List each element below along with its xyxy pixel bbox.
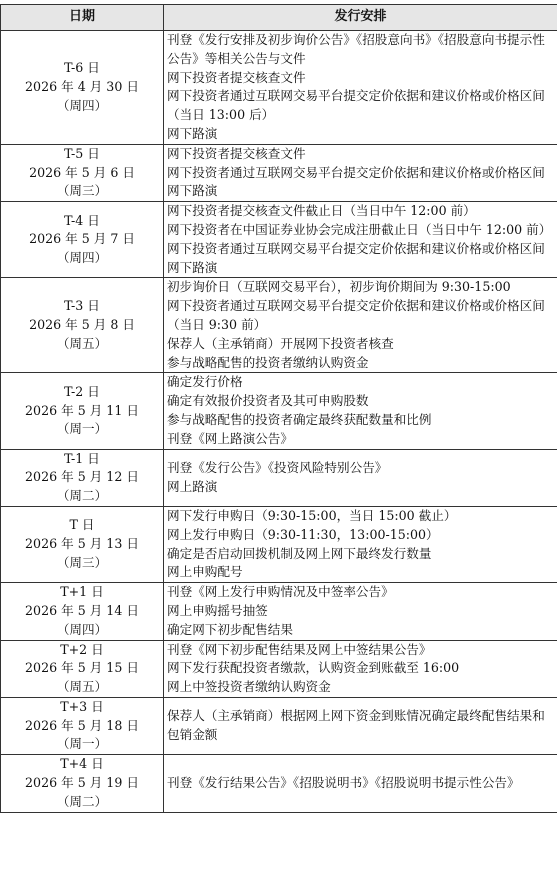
- schedule-task: 确定有效报价投资者及其可申购股数: [167, 393, 369, 409]
- schedule-task: 网上申购摇号抽签: [167, 602, 268, 618]
- weekday-label: （周一）: [56, 736, 108, 752]
- header-date: 日期: [1, 5, 164, 31]
- weekday-label: （周四）: [56, 97, 108, 113]
- schedule-task: 刊登《网上路演公告》: [167, 430, 293, 446]
- schedule-cell: [164, 31, 557, 145]
- table-row: [1, 449, 557, 506]
- schedule-cell: [164, 373, 557, 449]
- calendar-date: 2026 年 5 月 14 日: [25, 602, 139, 618]
- schedule-task: 网下投资者提交核查文件: [167, 69, 306, 85]
- trading-day-label: T-6 日: [64, 60, 100, 76]
- schedule-task: 刊登《发行公告》《投资风险特别公告》: [167, 459, 388, 475]
- schedule-task: 网上发行申购日（9:30-11:30，13:00-15:00）: [167, 526, 439, 542]
- schedule-task: 网下投资者提交核查文件截止日（当日中午 12:00 前）: [167, 203, 476, 219]
- schedule-task: 确定是否启动回拨机制及网上网下最终发行数量: [167, 545, 432, 561]
- table-row: [1, 697, 557, 754]
- schedule-task: 网下发行申购日（9:30-15:00，当日 15:00 截止）: [167, 507, 457, 523]
- schedule-task: 网下投资者通过互联网交易平台提交定价依据和建议价格或价格区间（当日 13:00 后）: [167, 88, 545, 123]
- trading-day-label: T+1 日: [60, 584, 104, 600]
- schedule-task: 网上路演: [167, 478, 218, 494]
- date-cell: [1, 506, 164, 582]
- calendar-date: 2026 年 5 月 19 日: [25, 775, 139, 791]
- schedule-task: 参与战略配售的投资者缴纳认购资金: [167, 354, 369, 370]
- issuance-schedule-table: [0, 4, 557, 813]
- schedule-task: 网下发行获配投资者缴款，认购资金到账截至 16:00: [167, 660, 460, 676]
- calendar-date: 2026 年 5 月 18 日: [25, 717, 139, 733]
- table-header-row: [1, 5, 557, 31]
- schedule-cell: [164, 583, 557, 640]
- date-cell: [1, 755, 164, 812]
- schedule-task: 网下投资者通过互联网交易平台提交定价依据和建议价格或价格区间: [167, 240, 545, 256]
- schedule-task: 保荐人（主承销商）开展网下投资者核查: [167, 335, 394, 351]
- date-cell: [1, 583, 164, 640]
- date-cell: [1, 449, 164, 506]
- table-row: [1, 31, 557, 145]
- schedule-task: 刊登《网上发行申购情况及中签率公告》: [167, 584, 394, 600]
- schedule-task: 刊登《网下初步配售结果及网上中签结果公告》: [167, 641, 432, 657]
- date-cell: [1, 278, 164, 373]
- table-row: [1, 373, 557, 449]
- schedule-task: 参与战略配售的投资者确定最终获配数量和比例: [167, 411, 432, 427]
- trading-day-label: T+3 日: [60, 698, 104, 714]
- trading-day-label: T-2 日: [64, 383, 100, 399]
- calendar-date: 2026 年 5 月 7 日: [29, 231, 135, 247]
- calendar-date: 2026 年 5 月 6 日: [29, 164, 135, 180]
- calendar-date: 2026 年 5 月 13 日: [25, 536, 139, 552]
- date-cell: [1, 144, 164, 201]
- date-cell: [1, 640, 164, 697]
- calendar-date: 2026 年 5 月 12 日: [25, 469, 139, 485]
- date-cell: [1, 202, 164, 278]
- schedule-cell: [164, 755, 557, 812]
- schedule-cell: [164, 202, 557, 278]
- calendar-date: 2026 年 5 月 8 日: [29, 316, 135, 332]
- weekday-label: （周四）: [56, 621, 108, 637]
- table-row: [1, 506, 557, 582]
- trading-day-label: T-3 日: [64, 298, 100, 314]
- schedule-task: 网下路演: [167, 125, 218, 141]
- date-cell: [1, 31, 164, 145]
- schedule-task: 网上申购配号: [167, 564, 243, 580]
- calendar-date: 2026 年 5 月 11 日: [25, 402, 139, 418]
- table-body: [1, 31, 557, 813]
- schedule-cell: [164, 278, 557, 373]
- trading-day-label: T-4 日: [64, 212, 100, 228]
- table-row: [1, 278, 557, 373]
- schedule-cell: [164, 144, 557, 201]
- weekday-label: （周四）: [56, 250, 108, 266]
- trading-day-label: T-5 日: [64, 145, 100, 161]
- schedule-cell: [164, 697, 557, 754]
- weekday-label: （周二）: [56, 488, 108, 504]
- schedule-task: 网上中签投资者缴纳认购资金: [167, 679, 331, 695]
- table-row: [1, 144, 557, 201]
- schedule-task: 刊登《发行结果公告》《招股说明书》《招股说明书提示性公告》: [167, 775, 520, 791]
- header-schedule: 发行安排: [164, 5, 557, 31]
- calendar-date: 2026 年 4 月 30 日: [25, 78, 139, 94]
- weekday-label: （周五）: [56, 335, 108, 351]
- table-row: [1, 755, 557, 812]
- schedule-task: 网下投资者通过互联网交易平台提交定价依据和建议价格或价格区间: [167, 164, 545, 180]
- weekday-label: （周一）: [56, 421, 108, 437]
- schedule-task: 初步询价日（互联网交易平台），初步询价期间为 9:30-15:00: [167, 279, 511, 295]
- schedule-task: 确定发行价格: [167, 374, 243, 390]
- schedule-task: 确定网下初步配售结果: [167, 621, 293, 637]
- table-row: [1, 583, 557, 640]
- weekday-label: （周二）: [56, 793, 108, 809]
- schedule-task: 网下投资者通过互联网交易平台提交定价依据和建议价格或价格区间（当日 9:30 前）: [167, 298, 545, 332]
- schedule-task: 刊登《发行安排及初步询价公告》《招股意向书》《招股意向书提示性公告》等相关公告与文件: [167, 32, 545, 66]
- schedule-task: 网下投资者提交核查文件: [167, 145, 306, 161]
- trading-day-label: T+4 日: [60, 756, 104, 772]
- weekday-label: （周三）: [56, 183, 108, 199]
- schedule-task: 网下投资者在中国证券业协会完成注册截止日（当日中午 12:00 前）: [167, 221, 552, 237]
- schedule-cell: [164, 640, 557, 697]
- weekday-label: （周五）: [56, 679, 108, 695]
- weekday-label: （周三）: [56, 554, 108, 570]
- trading-day-label: T 日: [69, 517, 95, 533]
- table-row: [1, 640, 557, 697]
- calendar-date: 2026 年 5 月 15 日: [25, 660, 139, 676]
- table-row: [1, 202, 557, 278]
- date-cell: [1, 697, 164, 754]
- date-cell: [1, 373, 164, 449]
- schedule-task: 网下路演: [167, 183, 218, 199]
- trading-day-label: T-1 日: [64, 450, 100, 466]
- schedule-task: 保荐人（主承销商）根据网上网下资金到账情况确定最终配售结果和包销金额: [167, 708, 545, 743]
- schedule-cell: [164, 506, 557, 582]
- trading-day-label: T+2 日: [60, 641, 104, 657]
- schedule-task: 网下路演: [167, 259, 218, 275]
- schedule-cell: [164, 449, 557, 506]
